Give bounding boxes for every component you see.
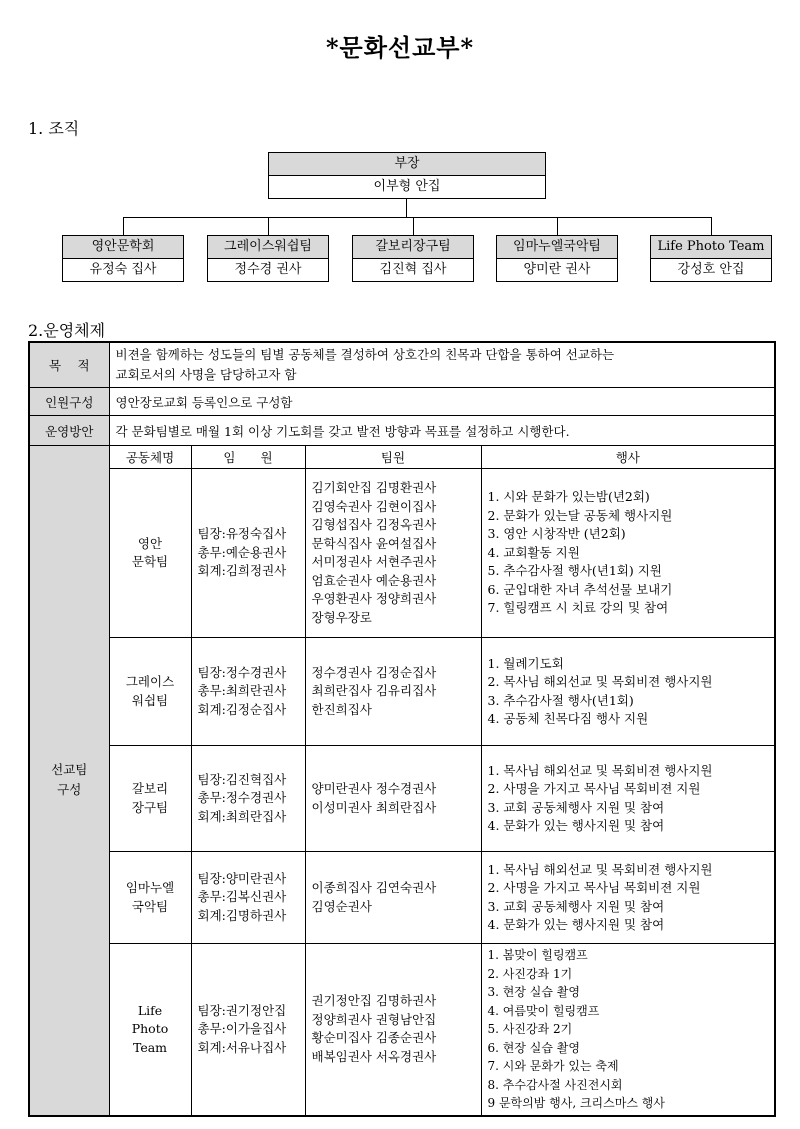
table-row: [29, 469, 775, 638]
team-events: 1. 봄맞이 힐링캠프 2. 사진강좌 1기 3. 현장 실습 촬영 4. 여름맞이 힐링캠프 5. 사진강좌 2기 6. 현장 실습 촬영 7. 시와 문화가 있는 축제 8. 추수감사절 사진전시회 9 문학의밤 행사, 크리스마스 행사: [481, 944, 775, 1116]
org-team-name: Life Photo Team: [651, 236, 771, 259]
members-label: 인원구성: [29, 388, 109, 416]
team-name: 임마누엘 국악팀: [109, 852, 191, 944]
org-team-leader: 강성호 안집: [677, 262, 745, 277]
org-team-box: [650, 235, 772, 282]
team-members: 김기회안집 김명환권사 김영숙권사 김현이집사 김형섭집사 김정옥권사 문학식집사 윤여설집사 서미정권사 서현주권사 엄효순권사 예순용권사 우영환권사 정양희권사 장형우장로: [305, 469, 481, 638]
table-row: [29, 944, 775, 1116]
header-officers: 임 원: [191, 446, 305, 469]
team-events: 1. 목사님 해외선교 및 목회비젼 행사지원 2. 사명을 가지고 목사님 목회비젼 지원 3. 교회 공동체행사 지원 및 참여 4. 문화가 있는 행사지원 및 참여: [481, 852, 775, 944]
org-team-box: [207, 235, 329, 282]
org-head-name: 이부형 안집: [373, 179, 441, 194]
table-row: [29, 746, 775, 852]
team-name: Life Photo Team: [109, 944, 191, 1116]
org-head-role: 부장: [269, 153, 545, 176]
org-team-name: 갈보리장구팀: [353, 236, 473, 259]
header-events: 행사: [481, 446, 775, 469]
org-team-leader: 양미란 권사: [523, 262, 591, 277]
org-team-box: [496, 235, 618, 282]
org-connector: [557, 217, 558, 235]
org-team-name: 임마누엘국악팀: [497, 236, 617, 259]
operation-table: [28, 341, 776, 1117]
team-composition-label: 선교팀 구성: [29, 446, 109, 1116]
org-team-leader: 김진혁 집사: [379, 262, 447, 277]
org-head-box: [268, 152, 546, 199]
org-team-box: [62, 235, 184, 282]
operation-label: 운영방안: [29, 416, 109, 446]
team-officers: 팀장:김진혁집사 총무:정수경권사 회계:최희란집사: [191, 746, 305, 852]
purpose-line: 비젼을 함께하는 성도들의 팀별 공동체를 결성하여 상호간의 친목과 단합을 통하여 선교하는: [115, 347, 615, 362]
org-connector: [406, 199, 407, 217]
org-team-leader: 정수경 권사: [234, 262, 302, 277]
org-connector: [268, 217, 269, 235]
operation-text: 각 문화팀별로 매월 1회 이상 기도회를 갖고 발전 방향과 목표를 설정하고 시행한다.: [109, 416, 775, 446]
team-members: 정수경권사 김정순집사 최희란집사 김유리집사 한진희집사: [305, 638, 481, 746]
team-events: 1. 월례기도회 2. 목사님 해외선교 및 목회비젼 행사지원 3. 추수감사절 행사(년1회) 4. 공동체 친목다짐 행사 지원: [481, 638, 775, 746]
team-members: 이종희집사 김연숙권사 김영순권사: [305, 852, 481, 944]
team-name: 갈보리 장구팀: [109, 746, 191, 852]
table-row: [29, 638, 775, 746]
org-connector: [413, 217, 414, 235]
team-officers: 팀장:권기정안집 총무:이가을집사 회계:서유나집사: [191, 944, 305, 1116]
header-community: 공동체명: [109, 446, 191, 469]
org-connector: [711, 217, 712, 235]
header-members: 팀원: [305, 446, 481, 469]
section-heading-organization: 1. 조직: [28, 119, 80, 138]
section-heading-operation: 2.운영체제: [28, 321, 106, 340]
org-team-name: 그레이스워쉽팀: [208, 236, 328, 259]
team-name: 그레이스 워쉽팀: [109, 638, 191, 746]
purpose-label: 목 적: [29, 342, 109, 388]
members-text: 영안장로교회 등록인으로 구성함: [109, 388, 775, 416]
purpose-cell: [109, 342, 775, 388]
org-connector: [123, 217, 711, 218]
team-events: 1. 목사님 해외선교 및 목회비젼 행사지원 2. 사명을 가지고 목사님 목회비젼 지원 3. 교회 공동체행사 지원 및 참여 4. 문화가 있는 행사지원 및 참여: [481, 746, 775, 852]
team-officers: 팀장:유정숙집사 총무:예순용권사 회계:김희정권사: [191, 469, 305, 638]
org-team-name: 영안문학회: [63, 236, 183, 259]
team-events: 1. 시와 문화가 있는밤(년2회) 2. 문화가 있는달 공동체 행사지원 3. 영안 시창작반 (년2회) 4. 교회활동 지원 5. 추수감사절 행사(년1회) 지원 6. 군입대한 자녀 추석선물 보내기 7. 힐링캠프 시 치료 강의 및 참여: [481, 469, 775, 638]
page-title: *문화선교부*: [325, 33, 475, 62]
org-connector: [123, 217, 124, 235]
team-name: 영안 문학팀: [109, 469, 191, 638]
org-team-box: [352, 235, 474, 282]
team-officers: 팀장:양미란권사 총무:김복신권사 회계:김명하권사: [191, 852, 305, 944]
table-row: [29, 852, 775, 944]
org-team-leader: 유정숙 집사: [89, 262, 157, 277]
team-members: 권기정안집 김명하권사 정양희권사 권형남안집 황순미집사 김종순권사 배복임권사 서옥경권사: [305, 944, 481, 1116]
purpose-line: 교회로서의 사명을 담당하고자 함: [115, 367, 297, 382]
team-officers: 팀장:정수경권사 총무:최희란권사 회계:김정순집사: [191, 638, 305, 746]
team-members: 양미란권사 정수경권사 이성미권사 최희란집사: [305, 746, 481, 852]
